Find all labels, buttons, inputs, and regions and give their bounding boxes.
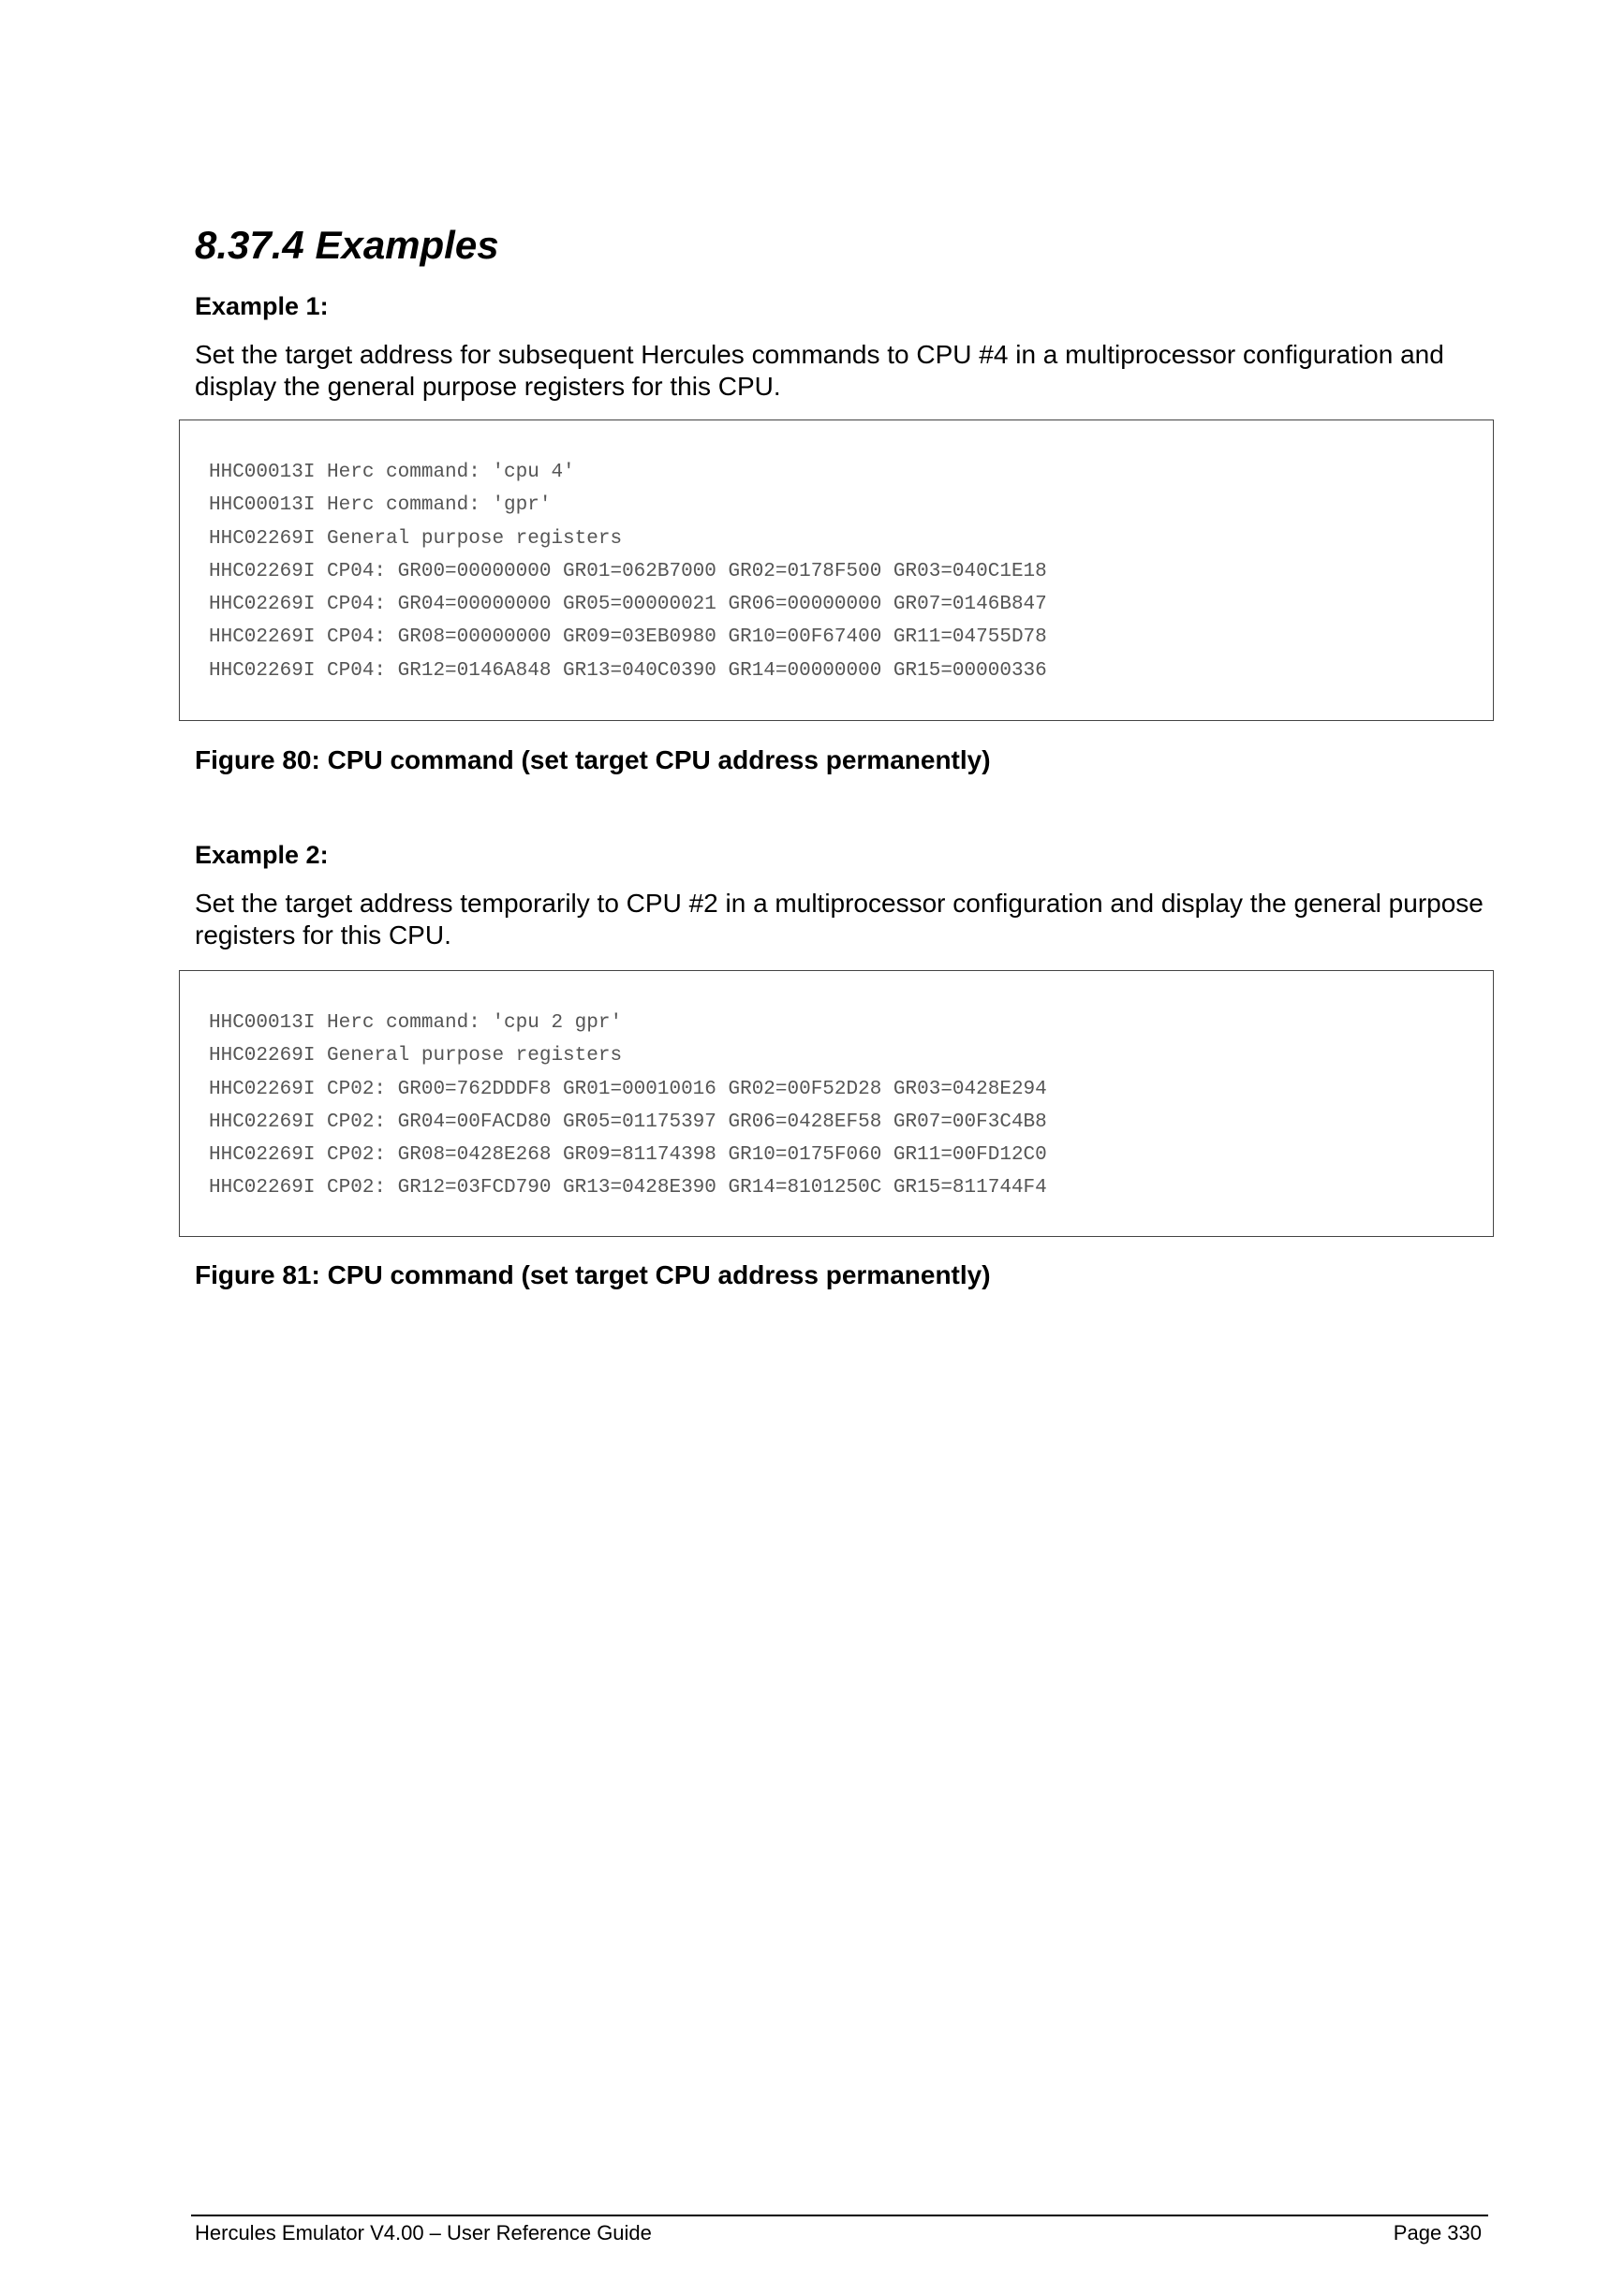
- code-line: HHC02269I CP02: GR04=00FACD80 GR05=01175397 GR06=0428EF58 GR07=00F3C4B8: [209, 1111, 1047, 1133]
- code-line: HHC02269I General purpose registers: [209, 527, 623, 550]
- code-line: HHC00013I Herc command: 'cpu 2 gpr': [209, 1012, 623, 1034]
- code-line: HHC02269I CP04: GR04=00000000 GR05=00000021 GR06=00000000 GR07=0146B847: [209, 594, 1047, 616]
- code-line: HHC02269I CP04: GR00=00000000 GR01=062B7000 GR02=0178F500 GR03=040C1E18: [209, 560, 1047, 582]
- figure-81-caption: Figure 81: CPU command (set target CPU address permanently): [195, 1260, 991, 1289]
- code-line: HHC00013I Herc command: 'gpr': [209, 494, 552, 517]
- code-line: HHC02269I CP02: GR08=0428E268 GR09=81174398 GR10=0175F060 GR11=00FD12C0: [209, 1144, 1047, 1167]
- code-line: HHC02269I CP02: GR00=762DDDF8 GR01=00010016 GR02=00F52D28 GR03=0428E294: [209, 1078, 1047, 1100]
- footer-document-title: Hercules Emulator V4.00 – User Reference Guide: [195, 2221, 652, 2244]
- code-line: HHC02269I General purpose registers: [209, 1045, 623, 1067]
- example-2-description: Set the target address temporarily to CPU #2 in a multiprocessor configuration and display the general purpose registers for this CPU.: [195, 889, 1484, 949]
- example-2-code-block: [179, 970, 1494, 1237]
- code-line: HHC02269I CP04: GR08=00000000 GR09=03EB0980 GR10=00F67400 GR11=04755D78: [209, 626, 1047, 649]
- code-line: HHC02269I CP04: GR12=0146A848 GR13=040C0390 GR14=00000000 GR15=00000336: [209, 659, 1047, 682]
- section-title: 8.37.4 Examples: [195, 223, 499, 267]
- footer-page-number: Page 330: [1393, 2221, 1482, 2244]
- footer-divider: [191, 2215, 1488, 2216]
- figure-80-caption: Figure 80: CPU command (set target CPU address permanently): [195, 745, 991, 774]
- code-line: HHC02269I CP02: GR12=03FCD790 GR13=0428E390 GR14=8101250C GR15=811744F4: [209, 1177, 1047, 1200]
- code-line: HHC00013I Herc command: 'cpu 4': [209, 462, 575, 483]
- example-1-heading: Example 1:: [195, 292, 329, 320]
- example-1-code-block: [179, 419, 1494, 721]
- example-2-heading: Example 2:: [195, 841, 329, 869]
- example-1-description: Set the target address for subsequent Hercules commands to CPU #4 in a multiprocessor configuration and display the general purpose registers for this CPU.: [195, 340, 1444, 401]
